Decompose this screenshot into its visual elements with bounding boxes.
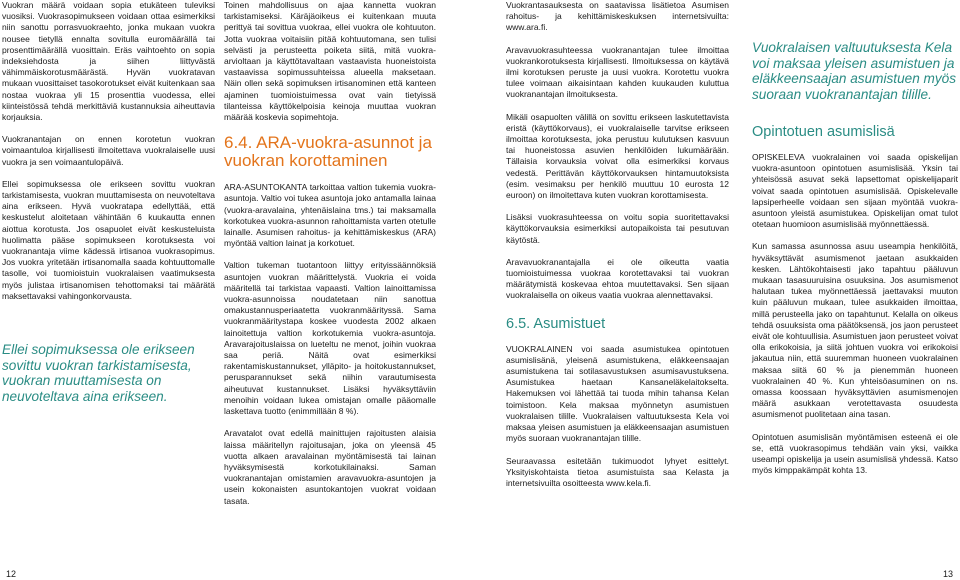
paragraph: Vuokran määrä voidaan sopia etukäteen tuleviksi vuosiksi. Vuokrasopimukseen voidaan ottaa esimerkiksi niin sanottu porrasvuokraehto, jonka mukaan vuokra nousee tietyllä ennalta sovitulla euromäärällä tai prosenttimäärällä vuosittain. Eräs vaihtoehto on sopia indeksiehdosta ja siihen liittyvästä vähimmäiskorotusmäärästä. Hyvän vuokratavan mukaan vuosittaiset tasokorotukset eivät kuitenkaan saa nostaa vuokraa yli 15 prosenttia vuodessa, ellei kiinteistössä tehdä merkittäviä kustannuksia aiheuttavia korjauksia. — [2, 0, 215, 123]
paragraph: Opintotuen asumislisän myöntämisen esteenä ei ole se, että vuokrasopimus tehdään vain yksi, vaikka useampi opiskelija ja usein asumislisä yhdessä. Katso myös kimppakämpät kohta 13. — [752, 431, 958, 476]
paragraph: VUOKRALAINEN voi saada asumistukea opintotuen asumislisänä, yleisenä asumistukena, eläkkeensaajan asumistukena tai sotilasavustuksen asumisavustuksena. Asumistukea haetaan Kansaneläkelaitokselta. Hakemuksen voi lähettää tai tuoda mihin tahansa Kelan toimistoon. Kela maksaa myönnetyn asumistuen vuokralaisen tilille. Vuokralaisen valtuutuksesta Kela voi maksaa yleisen asumistuen ja eläkkeensaajan asumistuen myös suoraan vuokranantajan tilille. — [506, 343, 729, 444]
paragraph: Vuokranantajan on ennen korotetun vuokran voimaantuloa kirjallisesti ilmoitettava vuokralaiselle uusi vuokra ja sen voimaantulopäivä. — [2, 134, 215, 167]
paragraph: Aravavuokranantajalla ei ole oikeutta vaatia tuomioistuimessa vuokraa korotettavaksi tai vuokran määrätymistä koskevaa ehtoa muutettavaksi. Sen sijaan vuokralaisella on oikeus vaatia vuokraa alennettavaksi. — [506, 256, 729, 301]
pull-quote: Ellei sopimuksessa ole erikseen sovittu vuokran tarkistamisesta, vuokran muuttamisesta on neuvoteltava aina erikseen. — [2, 342, 195, 404]
paragraph: OPISKELEVA vuokralainen voi saada opiskelijan vuokra-asuntoon opintotuen asumislisää. Yksin tai yhteisössä asuvat sekä lapsettomat opiskelijaparit voivat saada opintotuen asumislisää. Opiskelevalle lapsiperheelle voidaan sen sijaan myöntää vuokra-asuntoon yleistä asumistukea. Opiskelijan omat tulot otetaan huomioon asumislisää myönnettäessä. — [752, 152, 958, 230]
paragraph: Vuokrantasauksesta on saatavissa lisätietoa Asumisen rahoitus- ja kehittämiskeskuksen internetsivuilta: www.ara.fi. — [506, 0, 729, 33]
section-heading: Opintotuen asumislisä — [752, 124, 895, 140]
paragraph: Valtion tukeman tuotantoon liittyy erityissäännöksiä asuntojen vuokran määrittelystä. Vuokria ei voida määritellä tai tarkistaa vapaasti. Valtion lainoittamissa vuokra-asunnoissa noudatetaan niin sanottua omakustannusperiaatetta vuokranmäärityssä. Sama vuokranmääritystapa koskee vuodesta 2002 alkaen lainoitettuja valtion korkotukemia vuokra-asuntoja. Aravarajoituslaissa on lueteltu ne menot, joihin vuokraa saa periä. Näitä ovat esimerkiksi rakentamiskustannukset, ylläpito- ja hoitokustannukset, perusparannukset sekä niihin varautumisesta aiheutuvat kustannukset. Lisäksi hyväksyttäviin menoihin voidaan lukea omistajan omalle pääomalle laskettava tuotto (enimmillään 8 %). — [224, 260, 436, 417]
page-number-right: 13 — [943, 569, 954, 579]
section-heading: 6.5. Asumistuet — [506, 315, 606, 332]
paragraph: Toinen mahdollisuus on ajaa kannetta vuokran tarkistamiseksi. Käräjäoikeus ei kuitenkaan muuta perittyä tai sovittua vuokraa, ellei vuokra ole kohtuuton. Jotta vuokraa voitaisiin pitää kohtuutomana, sen tulisi selvästi ja perusteetta poiketa siitä, mitä vuokra-arvioltaan ja käyttötavaltaan vastaavista huoneistoista vastaavissa sopimussuhteissa alueella maksetaan. Näin ollen sekä sopimuksen irtisanominen että kanteen ajaminen tuomioistuimessa ovat vain tietyissä tilanteissa käyttökelpoisia keinoja muuttaa vuokran määrää koskevia sopimehtoja. — [224, 0, 436, 123]
paragraph: Mikäli osapuolten välillä on sovittu erikseen laskutettavista eristä (käyttökorvaus), ei vuokralaiselle tarvitse erikseen ilmoittaa korotuksesta, joka perustuu kulutuksen kasvuun tai huoneistossa asuvien henkilöiden lukumäärään. Tällaisia korvauksia voivat olla esimerkiksi korvaus vedestä. Perittävän käyttökorvauksen hintamuutoksista (esim. vesimaksu per henkilö muuttuu 10 eurosta 12 euroon) on ilmoitettava kuten vuokran korottamisesta. — [506, 111, 729, 201]
paragraph: ARA-ASUNTOKANTA tarkoittaa valtion tukemia vuokra-asuntoja. Valtio voi tukea asuntoja joko antamalla lainaa (vuokra-aravalaina, yhtenäislaina tms.) tai maksamalla korkotukea vuokra-asunnon rahoittamista varten otetulle lainalle. Asumisen rahoitus- ja kehittämiskeskus (ARA) myöntää valtion lainat ja korkotuet. — [224, 182, 436, 249]
column-1 — [2, 0, 215, 415]
paragraph: Seuraavassa esitetään tukimuodot lyhyet esittelyt. Yksityiskohtaista tietoa asumistuista saa Kelasta ja internetsivuilta osoitteesta www.kela.fi. — [506, 455, 729, 488]
pull-quote: Vuokralaisen valtuutuksesta Kela voi maksaa yleisen asumistuen ja eläkkeensaajan asumistuen myös suoraan vuokranantajan tilille. — [752, 40, 957, 102]
section-heading: 6.4. ARA-vuokra-asunnot ja vuokran korottaminen — [224, 133, 432, 171]
paragraph: Aravavuokrasuhteessa vuokranantajan tulee ilmoittaa vuokrankorotuksesta kirjallisesti. Ilmoituksessa on käytävä ilmi korotuksen peruste ja uusi vuokra. Korotettu vuokra tulee voimaan aikaisintaan kahden kuukauden kuluttua vuokranantajan ilmoituksesta. — [506, 44, 729, 100]
paragraph: Ellei sopimuksessa ole erikseen sovittu vuokran tarkistamisesta, vuokran muuttamisesta on neuvoteltava aina erikseen. Hyvä vuokratapa edellyttää, että keskustelut aloitetaan vähintään 6 kuukautta ennen aiottua korotusta. Jos osapuolet eivät keskusteluista huolimatta pääse sopimukseen korotuksesta voi vuokranantaja viime kädessä irtisanoa vuokrasopimus. Jos vuokra yritetään irtisanomalla saada kohtuuttomalle tasolle, voi tuomioistuin vuokralaisen vaatimuksesta myös julistaa irtisanomisen tehottomaksi tai määrätä maksettavaksi vahingonkorvausta. — [2, 178, 215, 301]
column-2 — [224, 0, 436, 518]
column-4 — [752, 0, 958, 487]
paragraph: Aravatalot ovat edellä mainittujen rajoitusten alaisia laissa määritellyn rajoitusajan, joka on yleensä 45 vuotta alkaen aravalainan myöntämisestä tai lainan hyväksymisestä korkotukilainaksi. Saman vuokranantajan omistamien aravavuokra-asuntojen ja usein kokonaisten asuntokantojen vuokrat voidaan tasata. — [224, 428, 436, 506]
column-3 — [506, 0, 729, 500]
page-number-left: 12 — [6, 569, 17, 579]
paragraph: Kun samassa asunnossa asuu useampia henkilöitä, hyväksyttävät asumismenot jaetaan asukkaiden kesken. Lähtökohtaisesti jako tapahtuu pääluvun mukaan tasasuuruisina osuuksina. Jos asumismenot halutaan tukea myönnettäessä jaettavaksi muuton kuin pääluvun mukaan, tulee asukkaiden ilmoittaa, millä perusteella jako on tapahtunut. Kelalla on oikeus tehdä osuuksista oma päätöksensä, jos jaon perusteet eivät ole kohtuullisia. Asumistuen jaon perusteet voivat olla erikokoisia, ja siitä johtuen vuokra voi erikokoisi jakautua niin, että suuremman huoneen vuokralainen maksaa siitä 60 % ja pienemmän huoneen vuokralainen 40 %. Kun yhteisöasuminen on ns. omassa koossaan hyväksyttävien asumismenojen määrä asukkaan verotettavasta osuudesta asumismenot puolitetaan aina tasan. — [752, 241, 958, 420]
paragraph: Lisäksi vuokrasuhteessa on voitu sopia suoritettavaksi käyttökorvauksia esimerkiksi autopaikoista tai pesutuvan käytöstä. — [506, 212, 729, 245]
